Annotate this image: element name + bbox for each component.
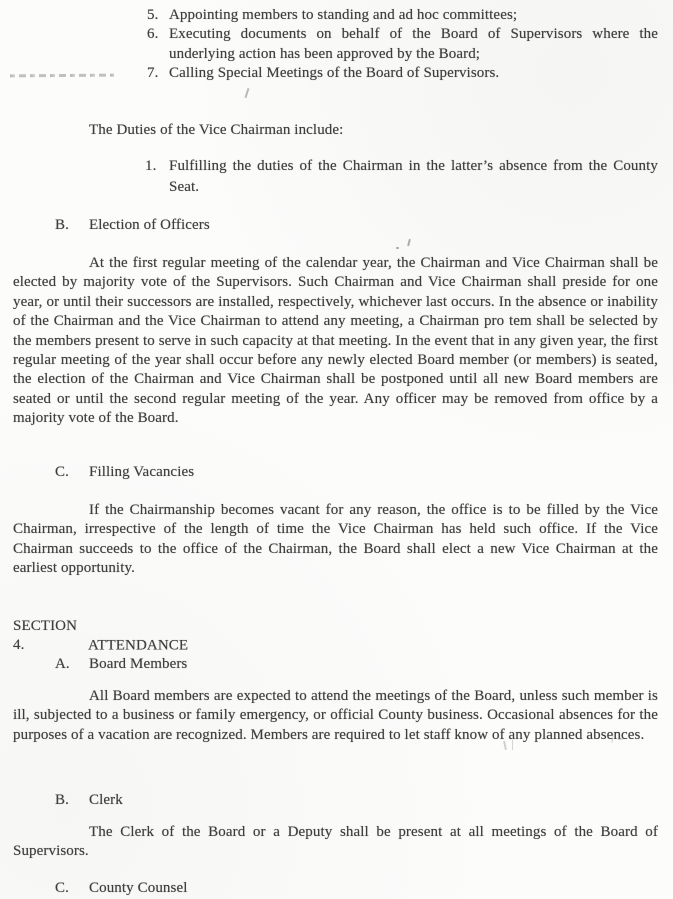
subsection-letter: B. [55,792,69,808]
list-item [147,64,658,83]
subsection-title: Clerk [89,792,123,808]
pencil-smudge-artifact [618,738,623,740]
subsection-title: County Counsel [89,880,188,896]
section-number: SECTION 4. [13,618,78,654]
stray-tick-artifact [407,239,410,246]
filling-vacancies-paragraph: If the Chairmanship becomes vacant for any reason, the office is to be filled by the Vice Chairman, irrespective of the length of time the Vice Chairman has held such office. If the Vice Chairman succeeds to the office of the Chairman, the Board shall elect a new Vice Chairman at the earliest opportunity. [13,502,658,577]
list-item [147,6,658,25]
subsection-title: Election of Officers [89,217,210,233]
subsection-title: Filling Vacancies [89,464,195,480]
subsection-letter: C. [55,880,69,896]
stray-slash-artifact [244,88,249,98]
subsection-letter: B. [55,217,69,233]
chairman-duties-list [147,6,658,83]
list-item-number: 6. [147,26,159,43]
subsection-heading-clerk [55,791,123,810]
subsection-heading-filling-vacancies [55,463,194,482]
list-item-number: 7. [147,64,159,81]
list-item [147,25,658,64]
election-of-officers-paragraph: At the first regular meeting of the calendar year, the Chairman and Vice Chairman shall be elected by majority vote of the Supervisors. Such Chairman and Vice Chairman shall preside for one year, or until their successors are installed, respectively, whichever last occurs. In the absence or inability of the Chairman and the Vice Chairman to attend any meeting, a Chairman pro tem shall be selected by the members present to serve in such capacity at that meeting. In the event that in any given year, the first regular meeting of the year shall occur before any newly elected Board member (or members) is seated, the election of the Chairman and Vice Chairman shall be postponed until all new Board members are seated or until the second regular meeting of the year. Any officer may be removed from office by a majority vote of the Board. [13,255,658,427]
subsection-heading-election-of-officers [55,216,210,235]
section-4-heading [13,617,188,656]
subsection-title: Board Members [89,656,188,672]
subsection-letter: C. [55,464,69,480]
stray-dot-artifact [396,247,399,249]
vice-chairman-duties-intro: The Duties of the Vice Chairman include: [89,122,344,138]
list-item [145,156,658,197]
list-item-number: 5. [147,7,159,23]
pencil-scribble-artifact [10,74,114,78]
board-members-paragraph: All Board members are expected to attend the meetings of the Board, unless such member is ill, subjected to a business or family emergency, or official County business. Occasional absences for the purposes of a vacation are recognized. Members are required to let staff know of any planned absences. [13,688,658,743]
clerk-paragraph: The Clerk of the Board or a Deputy shall be present at all meetings of the Board of Supervisors. [13,824,658,860]
list-item-text: Executing documents on behalf of the Board of Supervisors where the underlying action has been approved by the Board; [169,26,658,62]
subsection-heading-board-members [55,655,187,674]
list-item-number: 1. [145,158,157,174]
subsection-heading-county-counsel [55,879,188,898]
subsection-letter: A. [55,656,70,672]
list-item-text: Calling Special Meetings of the Board of Supervisors. [169,64,500,81]
pencil-smudge-artifact [512,740,513,750]
vice-chairman-duties-list [145,156,658,197]
list-item-text: Fulfilling the duties of the Chairman in the latter’s absence from the County Seat. [169,158,658,195]
list-item-text: Appointing members to standing and ad hoc committees; [169,7,518,23]
section-title: ATTENDANCE [88,637,189,654]
